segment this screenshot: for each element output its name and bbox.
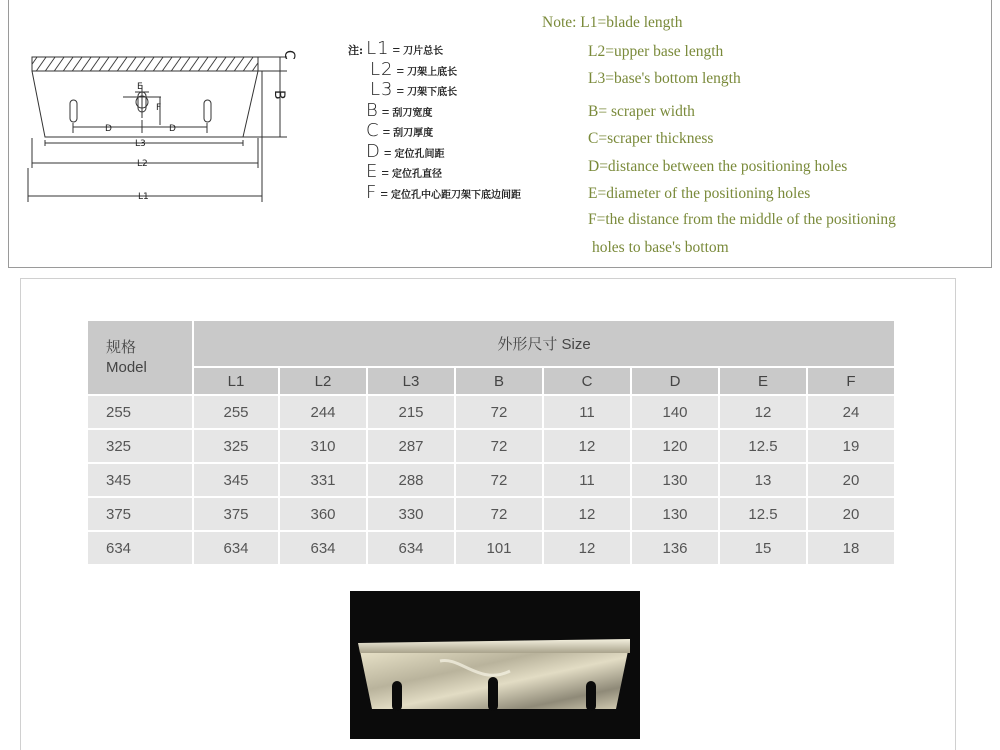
table-row [88, 396, 896, 430]
model-header-en: Model [106, 358, 147, 376]
label-d-right: D [169, 124, 176, 134]
cn-legend-symbol: B [366, 99, 379, 121]
value-cell: 325 [194, 430, 280, 464]
note-line-l2: L2=upper base length [588, 43, 724, 60]
value-cell: 24 [808, 396, 896, 430]
column-header: B [456, 368, 544, 396]
value-cell: 18 [808, 532, 896, 566]
cn-legend-separator: = [381, 103, 390, 119]
note-line-l3: L3=base's bottom length [588, 70, 741, 87]
column-header: D [632, 368, 720, 396]
value-cell: 130 [632, 498, 720, 532]
label-c: C [281, 50, 297, 60]
value-cell: 360 [280, 498, 368, 532]
value-cell: 255 [194, 396, 280, 430]
value-cell: 634 [280, 532, 368, 566]
photo-slot-center [488, 677, 498, 711]
cn-legend-separator: = [392, 42, 401, 57]
cn-legend-desc: 定位孔间距 [394, 148, 445, 160]
value-cell: 72 [456, 396, 544, 430]
cn-legend-separator: = [396, 62, 405, 78]
value-cell: 15 [720, 532, 808, 566]
value-cell: 72 [456, 430, 544, 464]
value-cell: 330 [368, 498, 456, 532]
label-b: B [271, 90, 287, 100]
chinese-legend [348, 38, 521, 202]
label-l2: L2 [137, 159, 148, 169]
value-cell: 12 [544, 532, 632, 566]
value-cell: 12 [544, 430, 632, 464]
cn-legend-symbol: D [366, 140, 381, 162]
value-cell: 130 [632, 464, 720, 498]
cn-legend-symbol: F [366, 181, 378, 203]
cn-legend-separator: = [396, 83, 405, 98]
value-cell: 244 [280, 396, 368, 430]
value-cell: 120 [632, 430, 720, 464]
spec-table [88, 321, 896, 566]
model-cell: 325 [88, 430, 194, 464]
table-row [88, 498, 896, 532]
column-header: L2 [280, 368, 368, 396]
size-header: 外形尺寸 Size [194, 321, 896, 368]
value-cell: 140 [632, 396, 720, 430]
table-row [88, 532, 896, 566]
note-line-f: F=the distance from the middle of the positioning [588, 211, 896, 228]
cn-legend-desc: 定位孔中心距刀架下底边间距 [390, 189, 521, 201]
model-cell: 255 [88, 396, 194, 430]
product-photo [350, 591, 640, 739]
cn-legend-desc: 刀片总长 [403, 46, 444, 57]
column-header: L3 [368, 368, 456, 396]
value-cell: 20 [808, 498, 896, 532]
cn-legend-desc: 刀架下底长 [407, 87, 458, 98]
value-cell: 72 [456, 464, 544, 498]
table-body [88, 396, 896, 566]
cn-legend-separator: = [380, 185, 388, 201]
cn-legend-prefix: 注: [348, 44, 364, 57]
cn-legend-separator: = [383, 144, 392, 160]
value-cell: 288 [368, 464, 456, 498]
value-cell: 12.5 [720, 498, 808, 532]
table-row [88, 464, 896, 498]
cn-legend-item [348, 141, 521, 162]
cn-legend-item [348, 120, 521, 141]
value-cell: 331 [280, 464, 368, 498]
cn-legend-desc: 刮刀厚度 [393, 128, 434, 139]
label-l1: L1 [138, 192, 149, 202]
model-header [88, 321, 194, 396]
note-line-d: D=distance between the positioning holes [588, 158, 848, 175]
value-cell: 310 [280, 430, 368, 464]
value-cell: 11 [544, 396, 632, 430]
cn-legend-symbol: L2 [370, 58, 394, 80]
model-cell: 634 [88, 532, 194, 566]
table-header-row [88, 321, 896, 368]
value-cell: 12 [544, 498, 632, 532]
note-line-e: E=diameter of the positioning holes [588, 185, 811, 202]
cn-legend-item [348, 59, 521, 80]
column-header: C [544, 368, 632, 396]
value-cell: 72 [456, 498, 544, 532]
value-cell: 20 [808, 464, 896, 498]
note-line-f-cont: holes to base's bottom [592, 239, 729, 256]
value-cell: 101 [456, 532, 544, 566]
cn-legend-symbol: C [366, 120, 380, 141]
value-cell: 136 [632, 532, 720, 566]
value-cell: 11 [544, 464, 632, 498]
hole-left [70, 100, 77, 122]
cn-legend-item [348, 182, 521, 203]
label-f: F [156, 103, 162, 113]
hole-right [204, 100, 211, 122]
cn-legend-symbol: L1 [366, 38, 390, 59]
model-cell: 345 [88, 464, 194, 498]
cn-legend-item [348, 79, 521, 100]
blade-diagram [25, 30, 305, 210]
model-header-cn: 规格 [106, 338, 137, 356]
value-cell: 375 [194, 498, 280, 532]
cn-legend-item [348, 38, 521, 59]
note-line-l1: Note: L1=blade length [542, 14, 683, 31]
value-cell: 634 [368, 532, 456, 566]
value-cell: 345 [194, 464, 280, 498]
label-e: E [137, 82, 143, 92]
column-header: L1 [194, 368, 280, 396]
value-cell: 634 [194, 532, 280, 566]
value-cell: 19 [808, 430, 896, 464]
label-l3: L3 [135, 139, 146, 149]
value-cell: 215 [368, 396, 456, 430]
value-cell: 287 [368, 430, 456, 464]
blade-strip [32, 57, 258, 71]
photo-slot-right [586, 681, 596, 711]
column-header-row [88, 368, 896, 396]
cn-legend-symbol: L3 [370, 79, 394, 100]
cn-legend-item [348, 161, 521, 182]
cn-legend-desc: 刀架上底长 [407, 66, 458, 78]
photo-slot-left [392, 681, 402, 711]
cn-legend-separator: = [382, 124, 391, 139]
value-cell: 12 [720, 396, 808, 430]
model-cell: 375 [88, 498, 194, 532]
top-panel [0, 0, 1000, 275]
cn-legend-separator: = [381, 165, 389, 180]
column-header: E [720, 368, 808, 396]
table-row [88, 430, 896, 464]
cn-legend-desc: 定位孔直径 [391, 169, 442, 180]
cn-legend-symbol: E [366, 161, 379, 182]
note-line-c: C=scraper thickness [588, 130, 714, 147]
cn-legend-item [348, 100, 521, 121]
label-d-left: D [105, 124, 112, 134]
column-header: F [808, 368, 896, 396]
cn-legend-desc: 刮刀宽度 [392, 107, 433, 119]
note-line-b: B= scraper width [588, 103, 695, 120]
value-cell: 13 [720, 464, 808, 498]
value-cell: 12.5 [720, 430, 808, 464]
